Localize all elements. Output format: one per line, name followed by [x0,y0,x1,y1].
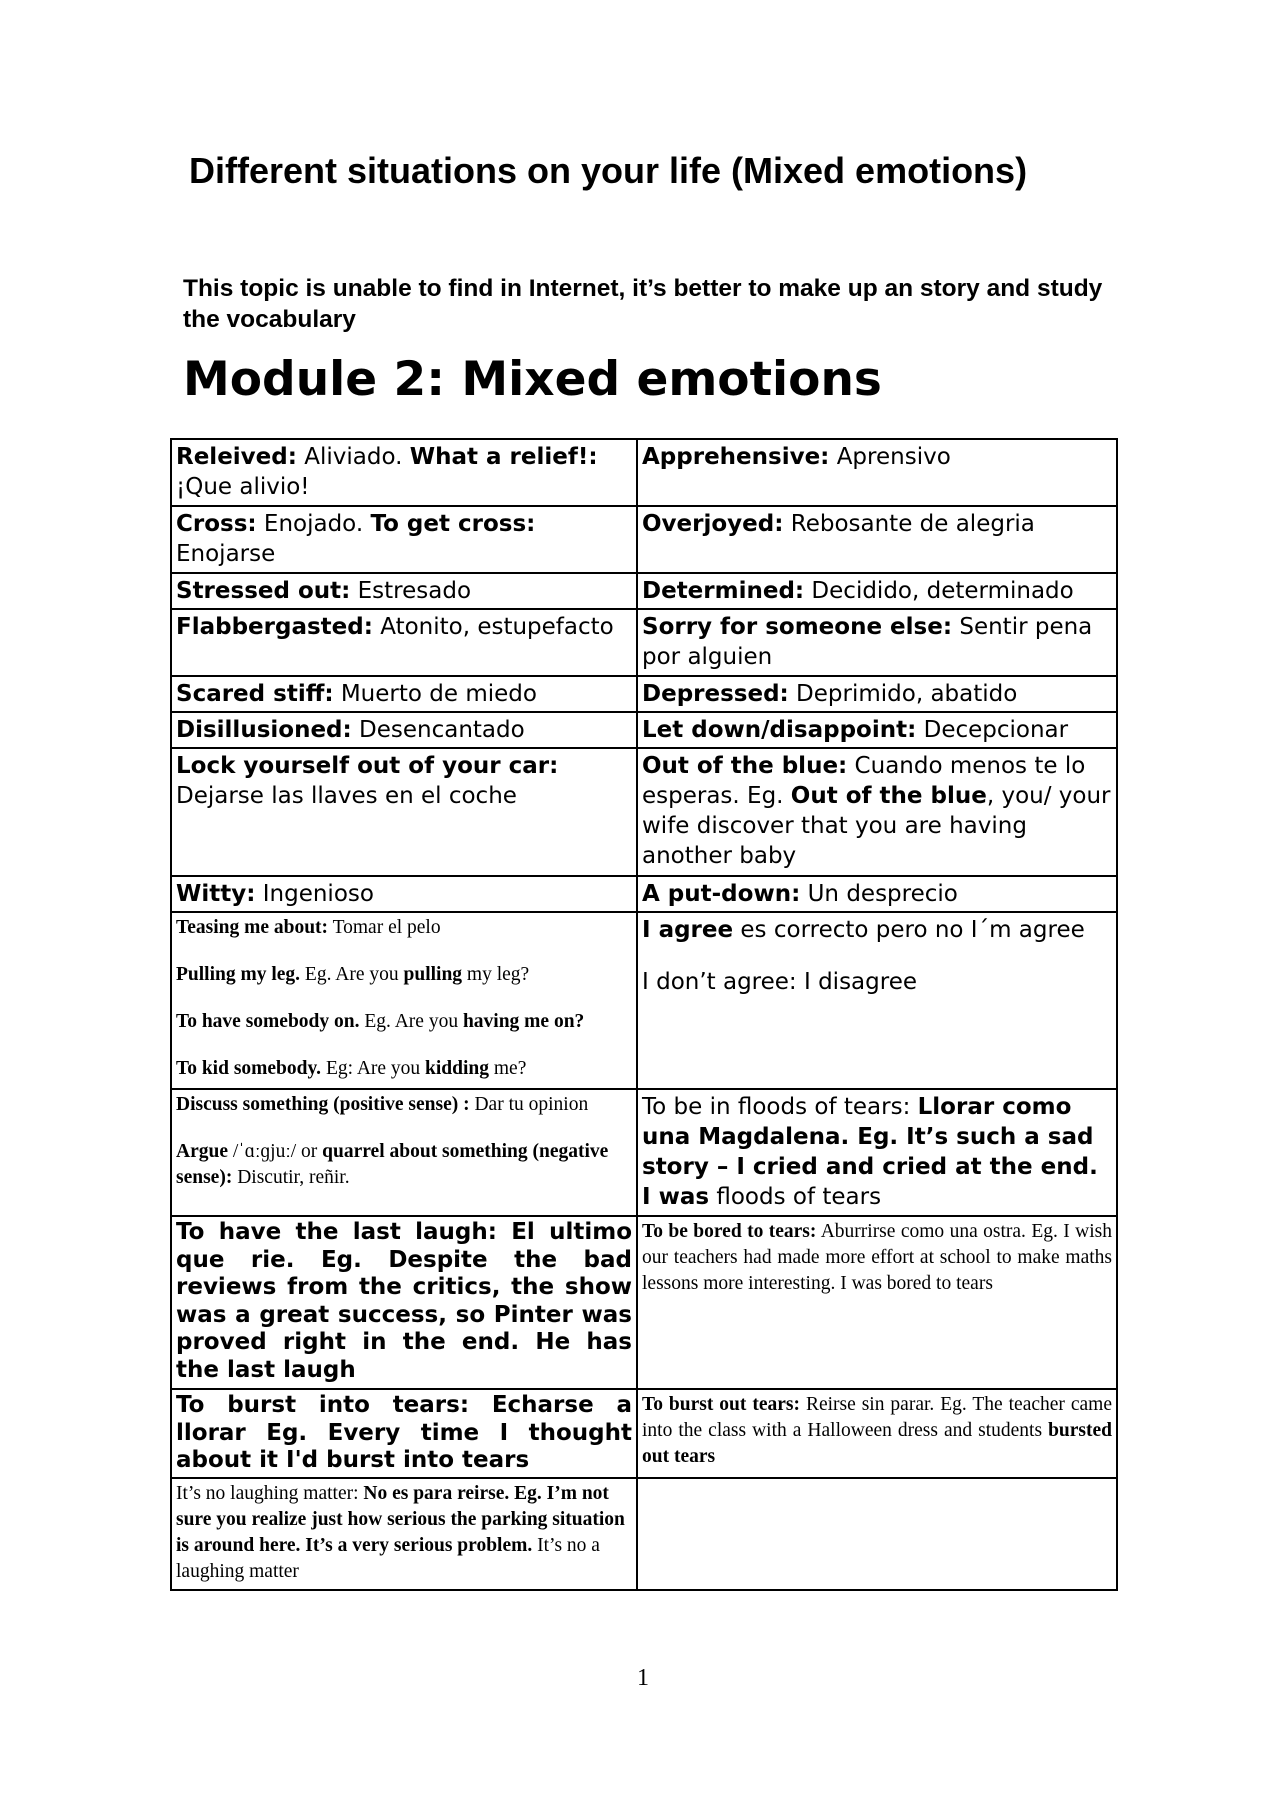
table-cell [171,876,637,912]
table-row [171,748,1117,876]
page-number: 1 [637,1665,649,1691]
vocabulary-table [170,438,1118,1591]
table-cell [171,506,637,573]
term: Lock yourself out of your car: [176,753,559,779]
table-row [171,506,1117,573]
table-cell [637,573,1117,609]
definition: It’s no a laughing matter [176,1534,600,1582]
term: It’s no laughing matter: [176,1482,364,1504]
table-cell [637,1216,1117,1389]
table-row [171,573,1117,609]
definition: No es para reirse. Eg. I’m not sure you realize just how serious the parking situation is around here. It’s a very serious problem. [176,1482,625,1556]
definition: Estresado [350,578,472,604]
table-row [171,876,1117,912]
term: To be bored to tears: [642,1221,817,1242]
term: To have somebody on. [176,1011,360,1032]
table-cell [171,1216,637,1389]
term: Overjoyed: [642,511,784,537]
discuss-entry [176,1092,632,1118]
example-term: Out of the blue [790,783,987,809]
agree-entry [642,915,1112,945]
table-cell [637,609,1117,676]
term: I agree [642,917,734,943]
definition: Atonito, estupefacto [372,614,614,640]
term: Argue [176,1141,228,1162]
term: To kid somebody. [176,1058,322,1079]
term: To get cross: [370,511,536,537]
table-row [171,439,1117,506]
term: To burst out tears: [642,1394,800,1415]
intro-paragraph: This topic is unable to find in Internet, it’s better to make up an story and study the vocabulary [183,275,1103,333]
term: Sorry for someone else: [642,614,953,640]
table-cell [171,439,637,506]
agree-entry: I don’t agree: I disagree [642,969,918,995]
term: Witty: [176,881,256,907]
teasing-entry [176,1009,632,1035]
term: Teasing me about: [176,917,329,938]
table-cell [171,573,637,609]
document-title: Different situations on your life (Mixed emotions) [189,150,1028,191]
definition: Decepcionar [916,717,1069,743]
table-row [171,1089,1117,1216]
definition: es correcto pero no I´m agree [733,917,1085,943]
definition: Eg. Are you [359,1011,463,1032]
definition: Enojado. [256,511,371,537]
table-cell [171,712,637,748]
module-heading: Module 2: Mixed emotions [183,352,882,407]
definition: Tomar el pelo [328,917,441,938]
argue-entry [176,1139,632,1191]
term: having me on? [462,1011,585,1032]
empty-cell [637,1478,1117,1590]
table-row [171,1389,1117,1478]
term: A put-down: [642,881,801,907]
table-cell [171,1389,637,1478]
definition: Sentir pena por alguien [642,614,1093,670]
definition: Enojarse [176,541,276,567]
table-cell [637,506,1117,573]
definition: Eg. Are you [300,964,404,985]
term: Flabbergasted: [176,614,373,640]
table-cell [637,439,1117,506]
table-cell [637,876,1117,912]
idiom-entry: To have the last laugh: El ultimo que rie. Eg. Despite the bad reviews from the critics, the show was a great success, so Pinter was proved right in the end. He has the last laugh [176,1219,632,1383]
table-row [171,609,1117,676]
term: quarrel about something (negative sense): [176,1141,609,1188]
table-cell [637,912,1117,1089]
definition: Desencantado [351,717,525,743]
term: Apprehensive: [642,444,830,470]
definition: Discutir, reñir. [232,1167,350,1188]
example-text: , you/ your wife discover that you are having another baby [642,783,1111,869]
teasing-entry [176,915,632,941]
definition: floods of tears [709,1184,882,1210]
table-cell [637,712,1117,748]
term: Discuss something (positive sense) : [176,1094,470,1115]
term: Disillusioned: [176,717,352,743]
definition: ¡Que alivio! [176,474,310,500]
table-cell [171,676,637,712]
definition: Reirse sin parar. Eg. The teacher came into the class with a Halloween dress and students [642,1394,1112,1441]
table-cell [171,912,637,1089]
definition: Aprensivo [829,444,951,470]
term: kidding [425,1058,490,1079]
definition: /ˈɑːɡjuː/ or [228,1141,323,1162]
definition: Ingenioso [255,881,374,907]
teasing-entry [176,962,632,988]
definition: Dejarse las llaves en el coche [176,783,517,809]
definition: Aburrirse como una ostra. Eg. I wish our teachers had made more effort at school to make maths lessons more interesting. I was bored to tears [642,1221,1112,1294]
table-cell [171,609,637,676]
table-cell [171,1089,637,1216]
table-row [171,712,1117,748]
term: Releived: [176,444,297,470]
term: Determined: [642,578,805,604]
table-cell [171,1478,637,1590]
table-cell [637,748,1117,876]
definition: Llorar como una Magdalena. Eg. It’s such a sad story – I cried and cried at the end. I was [642,1094,1098,1210]
table-cell [637,676,1117,712]
table-row [171,1216,1117,1389]
table-cell [637,1389,1117,1478]
definition: Muerto de miedo [333,681,537,707]
table-row [171,676,1117,712]
term: bursted out tears [642,1420,1112,1467]
definition: me? [489,1058,527,1079]
table-row [171,1478,1117,1590]
definition: Rebosante de alegria [783,511,1035,537]
definition: Deprimido, abatido [788,681,1018,707]
definition: Dar tu opinion [469,1094,589,1115]
definition: Cuando menos te lo esperas. Eg. [642,753,1086,809]
term: Out of the blue: [642,753,848,779]
term: Stressed out: [176,578,351,604]
idiom-entry: To burst into tears: Echarse a llorar Eg. Every time I thought about it I'd burst into tears [176,1392,632,1473]
definition: Un desprecio [800,881,958,907]
term: pulling [403,964,463,985]
term: What a relief!: [409,444,598,470]
term: To be in floods of tears: [642,1094,918,1120]
term: Pulling my leg. [176,964,301,985]
definition: Eg: Are you [321,1058,426,1079]
definition: my leg? [462,964,530,985]
teasing-entry [176,1056,632,1082]
definition: Aliviado. [296,444,410,470]
term: Cross: [176,511,257,537]
table-row [171,912,1117,1089]
definition: Decidido, determinado [804,578,1074,604]
table-cell [637,1089,1117,1216]
table-cell [171,748,637,876]
term: Let down/disappoint: [642,717,917,743]
term: Scared stiff: [176,681,334,707]
term: Depressed: [642,681,789,707]
